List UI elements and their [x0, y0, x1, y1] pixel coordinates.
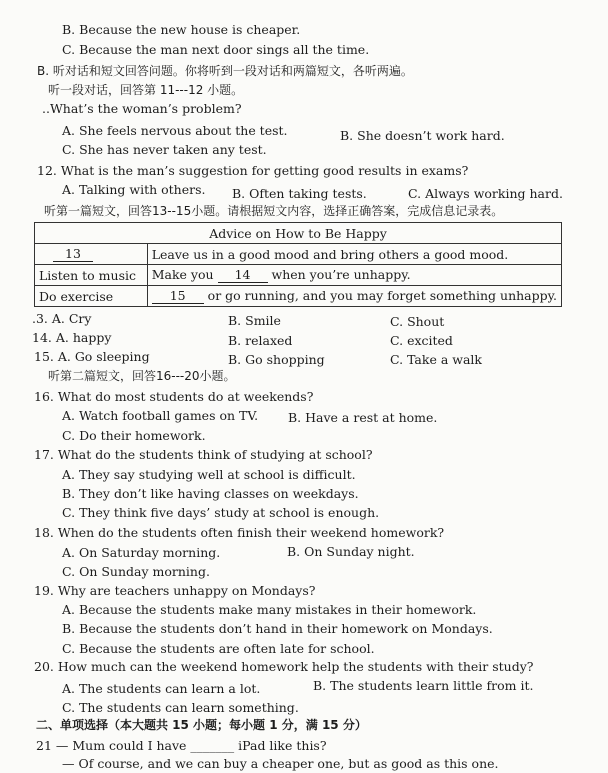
instruction-line: 听第一篇短文，回答13--15小题。请根据短文内容，选择正确答案，完成信息记录表。 [44, 204, 504, 218]
option-line: B. Often taking tests. [232, 186, 367, 201]
option-line: A. On Saturday morning. [62, 545, 221, 560]
blank-15: 15 [152, 288, 204, 304]
option-line: C. Because the man next door sings all the time. [62, 42, 370, 57]
option-line: A. Talking with others. [62, 182, 206, 197]
option-line: C. Because the students are often late for school. [62, 641, 375, 656]
table-cell: Do exercise [35, 286, 148, 307]
table-title: Advice on How to Be Happy [35, 223, 562, 244]
question-15: 15. A. Go sleeping [34, 349, 150, 364]
instruction-line: 听一段对话，回答第 11---12 小题。 [48, 83, 244, 97]
instruction-line: 听第二篇短文，回答16---20小题。 [48, 369, 236, 383]
option-line: C. On Sunday morning. [62, 564, 210, 579]
option-line: B. She doesn’t work hard. [340, 128, 505, 143]
section-heading: B. 听对话和短文回答问题。你将听到一段对话和两篇短文，各听两遍。 [37, 64, 413, 78]
table-cell: Listen to music [35, 265, 148, 286]
option-line: A. Watch football games on TV. [62, 408, 259, 423]
option-line: C. Shout [390, 314, 445, 329]
question-18: 18. When do the students often finish their weekend homework? [34, 525, 445, 540]
option-line: B. Go shopping [228, 352, 325, 367]
option-line: C. Always working hard. [408, 186, 563, 201]
option-line: B. The students learn little from it. [313, 678, 534, 693]
option-line: C. They think five days’ study at school is enough. [62, 505, 380, 520]
option-line: C. She has never taken any test. [62, 142, 267, 157]
question-17: 17. What do the students think of studying at school? [34, 447, 373, 462]
option-line: B. They don’t like having classes on weekdays. [62, 486, 359, 501]
question-19: 19. Why are teachers unhappy on Mondays? [34, 583, 316, 598]
question-13: .3. A. Cry [32, 311, 92, 326]
option-line: A. They say studying well at school is difficult. [62, 467, 356, 482]
option-line: — Of course, and we can buy a cheaper one, but as good as this one. [62, 756, 499, 771]
option-line: B. relaxed [228, 333, 293, 348]
table-cell [35, 244, 148, 265]
question-12: 12. What is the man’s suggestion for getting good results in exams? [37, 163, 469, 178]
question-20: 20. How much can the weekend homework help the students with their study? [34, 659, 534, 674]
blank-14: 14 [218, 267, 268, 283]
option-line: B. Because the new house is cheaper. [62, 22, 301, 37]
option-line: A. Because the students make many mistakes in their homework. [62, 602, 477, 617]
option-line: C. Do their homework. [62, 428, 206, 443]
question-11: ..What’s the woman’s problem? [42, 101, 242, 116]
table-cell: Leave us in a good mood and bring others a good mood. [147, 244, 561, 265]
table-text: or go running, and you may forget something unhappy. [207, 288, 557, 303]
option-line: B. Have a rest at home. [288, 410, 438, 425]
option-line: B. On Sunday night. [287, 544, 415, 559]
question-14: 14. A. happy [32, 330, 112, 345]
section-heading: 二、单项选择（本大题共 15 小题；每小题 1 分，满 15 分） [36, 718, 367, 732]
advice-table [34, 222, 562, 307]
table-text: when you’re unhappy. [271, 267, 411, 282]
option-line: A. She feels nervous about the test. [62, 123, 288, 138]
option-line: C. excited [390, 333, 453, 348]
question-21: 21 — Mum could I have _______ iPad like this? [36, 738, 327, 753]
option-line: B. Smile [228, 313, 281, 328]
blank-13: 13 [53, 246, 93, 262]
table-cell [147, 265, 561, 286]
option-line: C. The students can learn something. [62, 700, 299, 715]
question-16: 16. What do most students do at weekends? [34, 389, 314, 404]
option-line: B. Because the students don’t hand in their homework on Mondays. [62, 621, 493, 636]
table-cell [147, 286, 561, 307]
table-text: Make you [151, 267, 214, 282]
option-line: A. The students can learn a lot. [62, 681, 261, 696]
option-line: C. Take a walk [390, 352, 482, 367]
